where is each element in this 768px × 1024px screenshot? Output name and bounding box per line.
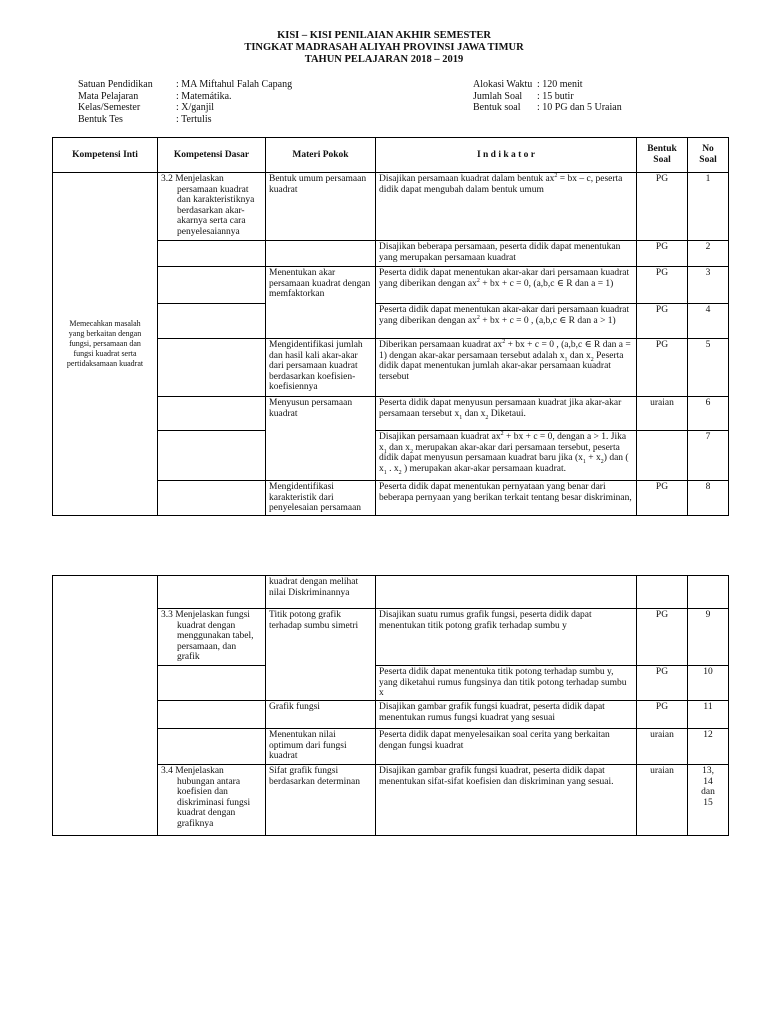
kd-line: menggunakan tabel, xyxy=(177,631,254,642)
indikator-cell: Peserta didik dapat menentuka titik potong terhadap sumbu y, yang diketahui rumus fungsinya dan titik potong terhadap sumbu x xyxy=(376,666,637,701)
superscript: 2 xyxy=(502,338,506,345)
text: . x xyxy=(386,463,399,474)
kd-cell-empty xyxy=(158,304,266,339)
no-cell: 4 xyxy=(688,304,729,339)
no-line: dan xyxy=(701,787,715,798)
text: Peserta didik dapat menentukan jumlah akar-akar persamaan kuadrat tersebut xyxy=(379,350,624,382)
kd-cell-empty xyxy=(158,481,266,516)
text: dan x xyxy=(567,350,591,361)
materi-cell: Menentukan akar persamaan kuadrat dengan memfaktorkan xyxy=(266,267,376,339)
meta-row xyxy=(78,79,292,91)
materi-cell: Bentuk umum persamaan kuadrat xyxy=(266,173,376,241)
subscript: 1 xyxy=(383,448,387,455)
title-line-3: TAHUN PELAJARAN 2018 – 2019 xyxy=(304,54,464,65)
text: Disajikan persamaan kuadrat ax xyxy=(379,432,501,442)
indikator-cell-empty xyxy=(376,576,637,609)
no-cell xyxy=(688,765,729,836)
kd-cell-empty xyxy=(158,397,266,431)
no-line: 13, xyxy=(702,766,714,776)
no-cell: 8 xyxy=(688,481,729,516)
table-row xyxy=(53,576,729,609)
header-bentuk-soal xyxy=(637,138,688,173)
kisi-table-part-2 xyxy=(52,575,729,836)
no-cell: 2 xyxy=(688,241,729,267)
no-cell: 11 xyxy=(688,701,729,729)
meta-info-right xyxy=(473,79,622,114)
meta-row xyxy=(473,91,622,103)
materi-cell: Menyusun persamaan kuadrat xyxy=(266,397,376,481)
meta-row xyxy=(78,91,292,103)
superscript: 2 xyxy=(554,172,558,179)
kd-cell-empty xyxy=(158,431,266,481)
text: + bx + c = 0 , (a,b,c ∈ R dan a > 1) xyxy=(479,315,616,326)
text: ) dan ( x xyxy=(379,453,629,474)
materi-cell: Titik potong grafik terhadap sumbu simetri xyxy=(266,609,376,701)
indikator-cell xyxy=(376,173,637,241)
kd-line: 3.2 Menjelaskan xyxy=(161,174,224,184)
bentuk-cell-empty xyxy=(637,431,688,481)
superscript: 2 xyxy=(476,314,480,321)
no-line: 15 xyxy=(703,797,713,808)
text: Peserta didik dapat menentukan akar-akar dari persamaan kuadrat yang diberikan dengan ax xyxy=(379,305,630,326)
bentuk-cell: PG xyxy=(637,304,688,339)
meta-value: : Tertulis xyxy=(176,113,212,125)
meta-row xyxy=(78,114,292,126)
materi-cell: kuadrat dengan melihat nilai Diskriminannya xyxy=(266,576,376,609)
indikator-cell: Disajikan suatu rumus grafik fungsi, peserta didik dapat menentukan titik potong grafik terhadap sumbu y xyxy=(376,609,637,666)
bentuk-cell: PG xyxy=(637,481,688,516)
kd-line: kuadrat dengan xyxy=(177,620,236,631)
header-kompetensi-inti: Kompetensi Inti xyxy=(53,138,158,173)
no-cell: 12 xyxy=(688,729,729,765)
indikator-cell xyxy=(376,397,637,431)
text: Disajikan persamaan kuadrat dalam bentuk ax xyxy=(379,174,555,184)
kd-line: kuadrat dengan xyxy=(177,808,236,819)
meta-key: Mata Pelajaran xyxy=(78,90,139,102)
no-cell: 7 xyxy=(688,431,729,481)
subscript: 2 xyxy=(600,459,604,466)
meta-row xyxy=(473,79,622,91)
ki-line: pertidaksamaan kuadrat xyxy=(66,359,144,368)
bentuk-cell: PG xyxy=(637,666,688,701)
bentuk-cell: uraian xyxy=(637,765,688,836)
no-cell: 9 xyxy=(688,609,729,666)
no-cell: 1 xyxy=(688,173,729,241)
header-line: Soal xyxy=(699,155,717,165)
bentuk-cell: PG xyxy=(637,339,688,397)
subscript: 1 xyxy=(564,356,568,363)
text: merupakan akar-akar dari persamaan tersebut, peserta didik dapat menyusun persamaan kuadrat baru jika (x xyxy=(379,442,620,464)
meta-value: : 15 butir xyxy=(537,90,574,102)
header-line: Soal xyxy=(653,155,671,165)
no-cell: 6 xyxy=(688,397,729,431)
indikator-cell xyxy=(376,267,637,304)
kd-line: akarnya serta cara xyxy=(177,216,246,227)
meta-row xyxy=(473,102,622,114)
text: Diketaui. xyxy=(488,408,526,419)
indikator-cell: Peserta didik dapat menyelesaikan soal cerita yang berkaitan dengan fungsi kuadrat xyxy=(376,729,637,765)
kd-line: berdasarkan akar- xyxy=(177,205,245,216)
kd-line: koefisien dan xyxy=(177,787,228,798)
text: = bx – c, peserta didik dapat mengubah dalam bentuk umum xyxy=(379,174,623,195)
header-indikator: I n d i k a t o r xyxy=(376,138,637,173)
kd-line: persamaan, dan xyxy=(177,641,237,652)
meta-key: Bentuk Tes xyxy=(78,113,123,125)
text: dan x xyxy=(386,442,410,453)
ki-line: Memecahkan masalah xyxy=(69,319,141,328)
materi-cell: Grafik fungsi xyxy=(266,701,376,729)
kd-line: 3.4 Menjelaskan xyxy=(161,766,224,776)
subscript: 2 xyxy=(409,448,413,455)
kd-line: persamaan kuadrat xyxy=(177,184,249,195)
subscript: 1 xyxy=(582,459,586,466)
indikator-cell: Disajikan gambar grafik fungsi kuadrat, peserta didik dapat menentukan sifat-sifat koefisien dan diskriminan yang sesuai. xyxy=(376,765,637,836)
no-cell-empty xyxy=(688,576,729,609)
indikator-cell xyxy=(376,431,637,481)
meta-value: : 120 menit xyxy=(537,79,583,90)
bentuk-cell: PG xyxy=(637,267,688,304)
meta-value: : MA Miftahul Falah Capang xyxy=(176,79,293,90)
indikator-cell xyxy=(376,339,637,397)
kd-line: penyelesaiannya xyxy=(177,226,240,237)
kompetensi-inti-cell-empty xyxy=(53,576,158,836)
bentuk-cell: PG xyxy=(637,173,688,241)
indikator-cell: Disajikan gambar grafik fungsi kuadrat, peserta didik dapat menentukan rumus fungsi kuadrat yang sesuai xyxy=(376,701,637,729)
title-line-2: TINGKAT MADRASAH ALIYAH PROVINSI JAWA TIMUR xyxy=(244,42,524,53)
indikator-cell: Disajikan beberapa persamaan, peserta didik dapat menentukan yang merupakan persamaan kuadrat xyxy=(376,241,637,267)
meta-key: Satuan Pendidikan xyxy=(78,79,153,90)
header-line: Bentuk xyxy=(647,144,677,155)
text: + bx + c = 0, (a,b,c ∈ R dan a = 1) xyxy=(479,278,614,289)
kompetensi-inti-cell xyxy=(53,173,158,516)
meta-row xyxy=(78,102,292,114)
materi-cell: Menentukan nilai optimum dari fungsi kuadrat xyxy=(266,729,376,765)
kd-line: hubungan antara xyxy=(177,776,241,787)
subscript: 2 xyxy=(590,356,594,363)
bentuk-cell: uraian xyxy=(637,729,688,765)
text: dan x xyxy=(462,408,486,419)
meta-value: : X/ganjil xyxy=(176,102,215,113)
kd-line: diskriminasi fungsi xyxy=(177,797,251,808)
kd-cell-empty xyxy=(158,701,266,729)
materi-cell-empty xyxy=(266,241,376,267)
bentuk-cell: PG xyxy=(637,241,688,267)
text: + x xyxy=(585,453,601,464)
bentuk-cell-empty xyxy=(637,576,688,609)
indikator-cell xyxy=(376,304,637,339)
ki-line: fungsi kuadrat serta xyxy=(73,349,137,358)
kd-cell-empty xyxy=(158,576,266,609)
kd-cell-empty xyxy=(158,241,266,267)
no-cell: 10 xyxy=(688,666,729,701)
no-cell: 3 xyxy=(688,267,729,304)
text: Diberikan persamaan kuadrat ax xyxy=(379,340,503,350)
meta-key: Kelas/Semester xyxy=(78,102,141,113)
subscript: 1 xyxy=(459,414,463,421)
meta-info-left xyxy=(78,79,292,125)
kd-cell-empty xyxy=(158,267,266,304)
meta-value: : Matemátika. xyxy=(176,90,232,102)
bentuk-cell: PG xyxy=(637,609,688,666)
kd-line: grafik xyxy=(177,652,200,663)
header-line: No xyxy=(702,144,714,155)
meta-value: : 10 PG dan 5 Uraian xyxy=(537,102,622,113)
subscript: 2 xyxy=(398,469,402,476)
superscript: 2 xyxy=(476,277,480,284)
text: + bx + c = 0, dengan a > 1. Jika x xyxy=(379,432,627,453)
table-row xyxy=(53,173,729,241)
kompetensi-dasar-3-2 xyxy=(158,173,266,241)
materi-cell: Mengidentifikasi karakteristik dari penyelesaian persamaan xyxy=(266,481,376,516)
header-kompetensi-dasar: Kompetensi Dasar xyxy=(158,138,266,173)
kd-cell-empty xyxy=(158,339,266,397)
superscript: 2 xyxy=(500,430,504,437)
text: + bx + c = 0 , (a,b,c ∈ R dan a = 1) dengan akar-akar persamaan tersebut adalah x xyxy=(379,340,631,361)
kd-line: grafiknya xyxy=(177,818,214,829)
meta-key: Bentuk soal xyxy=(473,102,521,113)
kd-line: 3.3 Menjelaskan fungsi xyxy=(161,610,250,620)
bentuk-cell: uraian xyxy=(637,397,688,431)
text: Peserta didik dapat menyusun persamaan kuadrat jika akar-akar persamaan tersebut x xyxy=(379,398,622,419)
no-line: 14 xyxy=(703,776,713,787)
kisi-table-part-1 xyxy=(52,137,729,516)
text: Peserta didik dapat menentukan akar-akar dari persamaan kuadrat yang diberikan dengan ax xyxy=(379,268,630,289)
kd-line: dan karakteristiknya xyxy=(177,195,255,206)
ki-line: yang berkaitan dengan xyxy=(68,329,142,338)
bentuk-cell: PG xyxy=(637,701,688,729)
header-no-soal xyxy=(688,138,729,173)
materi-cell: Mengidentifikasi jumlah dan hasil kali akar-akar dari persamaan kuadrat berdasarkan koefisien-koefisiennya xyxy=(266,339,376,397)
indikator-cell: Peserta didik dapat menentukan pernyataan yang benar dari beberapa pernyaan yang berikan terkait tentang besar diskriminan, xyxy=(376,481,637,516)
table-header-row xyxy=(53,138,729,173)
kompetensi-dasar-3-4 xyxy=(158,765,266,836)
text: ) merupakan akar-akar persamaan kuadrat. xyxy=(401,463,567,474)
meta-key: Jumlah Soal xyxy=(473,90,523,102)
header-materi-pokok: Materi Pokok xyxy=(266,138,376,173)
document-title xyxy=(0,30,768,66)
kompetensi-dasar-3-3 xyxy=(158,609,266,666)
kd-cell-empty xyxy=(158,666,266,701)
title-line-1: KISI – KISI PENILAIAN AKHIR SEMESTER xyxy=(277,30,491,41)
kd-cell-empty xyxy=(158,729,266,765)
meta-key: Alokasi Waktu xyxy=(473,79,533,90)
materi-cell: Sifat grafik fungsi berdasarkan determinan xyxy=(266,765,376,836)
subscript: 2 xyxy=(485,414,489,421)
subscript: 1 xyxy=(383,469,387,476)
ki-line: fungsi, persamaan dan xyxy=(69,339,141,348)
no-cell: 5 xyxy=(688,339,729,397)
